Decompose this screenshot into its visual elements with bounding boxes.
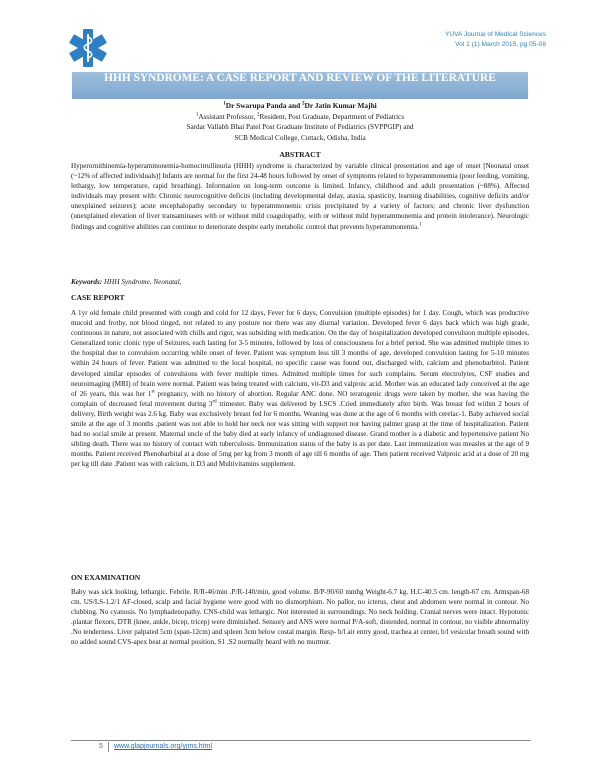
page-number: 5 bbox=[99, 743, 103, 750]
case-report-p3: trimester. Baby was delivered by LSCS .Cried immediately after birth. Was breast fed within 2 hours of delivery, Birth weight was 2.6 kg. Baby was exclusively breast fed for 6 months. Weaning was done at the age of 6 months with cerelac-1. Baby achieved social smile at the age of 3 months .patient was not able to hold her neck nor was sitting with support nor having palmer grasp at the time of hospitalization. Patient had no social smile at present. Maternal uncle of the baby died at early infancy of undiagnosed disease. Grand mother is a diabetic and hypertensive patient No sibling death. There was no history of contact with tuberculosis. Immunization status of the baby is as per date. Last immunization was measles at the age of 9 months. Patient received Phenobarbital at a dose of 5mg per kg from 3 month of age till 6 months of age. Then patient received Valproic acid at a dose of 20 mg per kg till date .Patient was with calcium, it D3 and Multivitamins supplement. bbox=[71, 399, 529, 469]
affiliation-line-1 bbox=[72, 112, 528, 122]
keywords bbox=[71, 278, 182, 286]
case-report-text bbox=[71, 308, 529, 470]
examination-heading: ON EXAMINATION bbox=[71, 573, 141, 582]
case-report-p2: pregnancy, with no history of abortion. Regular ANC done. NO teratogenic drugs were taken by mother, she was having the complain of decreased fetal movement during 3 bbox=[71, 389, 529, 408]
abstract-ref: 1 bbox=[419, 222, 422, 228]
affil-part-2: Resident, Post Graduate, Department of Pediatrics bbox=[259, 113, 405, 121]
abstract-text bbox=[71, 161, 529, 232]
affiliation-line-2: Sardar Vallabh Bhai Patel Post Graduate Institute of Pediatrics (SVPPGIP) and bbox=[186, 123, 414, 131]
case-report-p1: A 1yr old female child presented with cough and cold for 12 days, Fever for 6 days, Convulsion (multiple episodes) for 1 day. Cough, which was productive mucoid and frothy, not blood tinged, not related to any posture nor there was any diurnal variation. Developed fever 6 days back which was high grade, continuous in nature, not associated with chills and rigor, was subsiding with medication. On the day of hospitalization developed convulsion multiple episodes, Generalized tonic clonic type of Seizures, each lasting for 3-5 minutes, followed by loss of consciousness for a brief period. She was admitted multiple times to the hospital due to convulsion occurring while onset of fever. Patient was symptom less till 3 months of age, developed convulsion lasting for 5-10 minutes within 24 hours of fever. Patient was admitted to the local hospital, no specific cause was found out, discharged with, calcium and phenobarbitol. Patient developed similar episodes of convulsions with fever multiple times. Admitted multiple times for such complains. Serum electrolytes, CSF studies and neuroimaging (MRI) of brain were normal. Patient was being treated with calcium, vit-D3 and valproic acid. Mother was an educated lady conceived at the age of 26 years, this was her 1 bbox=[71, 309, 529, 398]
affil-sup-2: 2 bbox=[256, 112, 260, 118]
case-report-heading: CASE REPORT bbox=[71, 293, 125, 302]
examination-text: Baby was sick looking, lethargic. Febrile. R/R-46/min .P/R-140/min, good volume. B/P-90/60 mmhg Weight-6.7 kg. H.C-40.5 cm. length-67 cm. Armspan-68 cm. US/LS-1.2/1 AF-closed, scalp and facial hygiene were good with no dismorphism. No pallor, no icterus, chest and abdomen were normal in contour. No clubbing. No cyanosis. No lymphadenopathy. CNS-child was lethargic. Not interested in surroundings. No neck holding. Cranial nerves were intact. Hypotonic .plantar flexors, DTR (knee, ankle, bicep, tricep) were diminished. Sensory and ANS were normal P/A-soft, distended, normal in contour, no visible abnormality .No tenderness. Liver palpated 5cm (span-12cm) and spleen 3cm below costal margin. Resp- b/l air entry good, trachea at center, b/l vesicular breath sound with no added sound CVS-apex beat at normal position, S1 ,S2 normally heard with no murmur. bbox=[71, 588, 529, 647]
keywords-text: HHH Syndrome, Neonatal, bbox=[102, 278, 182, 286]
affil-sup-1: 1 bbox=[195, 112, 199, 118]
author-2: Dr Jatin Kumar Majhi bbox=[304, 101, 377, 110]
footer-separator bbox=[108, 742, 109, 752]
case-report-sup-2: rd bbox=[212, 399, 217, 405]
abstract-body: Hyperornithinemia-hyperammonemia-homocitrullinuria (HHH) syndrome is characterized by variable clinical presentation and age of onset [Neonatal onset (~12% of affected individuals)] Infants are normal for the first 24-48 hours followed by onset of symptoms related to hyperammonemia (poor feeding, vomiting, lethargy, low temperature, rapid breathing). Information on long-term outcome is limited. Infancy, childhood and adult presentation (~88%). Affected individuals may present with: Chronic neurocognitive deficits (including developmental delay, ataxia, spasticity, learning disabilities, cognitive deficits and/or unexplained seizures); acute encephalopathy secondary to hyperammonemic crisis precipitated by a variety of factors; and chronic liver dysfunction (unexplained elevation of liver transaminases with or without mild coagulopathy, with or without mild hyperammonemia and protein intolerance). Neurologic findings and cognitive abilities can continue to deteriorate despite early metabolic control that prevents hyperammonemia. bbox=[71, 162, 529, 231]
author-sup-2: 2 bbox=[302, 101, 305, 107]
journal-name: YUVA Journal of Medical Sciences bbox=[444, 31, 546, 38]
star-of-life-icon bbox=[66, 26, 110, 70]
article-title: HHH SYNDROME: A CASE REPORT AND REVIEW OF THE LITERATURE bbox=[104, 72, 496, 84]
abstract-heading: ABSTRACT bbox=[279, 150, 321, 159]
author-sup-1: 1 bbox=[223, 101, 226, 107]
keywords-label: Keywords: bbox=[71, 278, 103, 286]
author-1: Dr Swarupa Panda and bbox=[225, 101, 303, 110]
case-report-sup-1: st bbox=[151, 389, 155, 395]
journal-header bbox=[445, 30, 546, 50]
affiliation-line-3: SCB Medical College, Cuttack, Odisha, India bbox=[234, 134, 366, 142]
journal-url-link[interactable]: www.glapjournals.org/yjms.html bbox=[114, 743, 213, 750]
footer-divider bbox=[71, 740, 531, 741]
affil-part-1: Assistant Professor, bbox=[198, 113, 257, 121]
author-line bbox=[72, 101, 528, 111]
journal-issue: Vol 1 (1) March 2015, pg 05-08 bbox=[455, 41, 546, 48]
